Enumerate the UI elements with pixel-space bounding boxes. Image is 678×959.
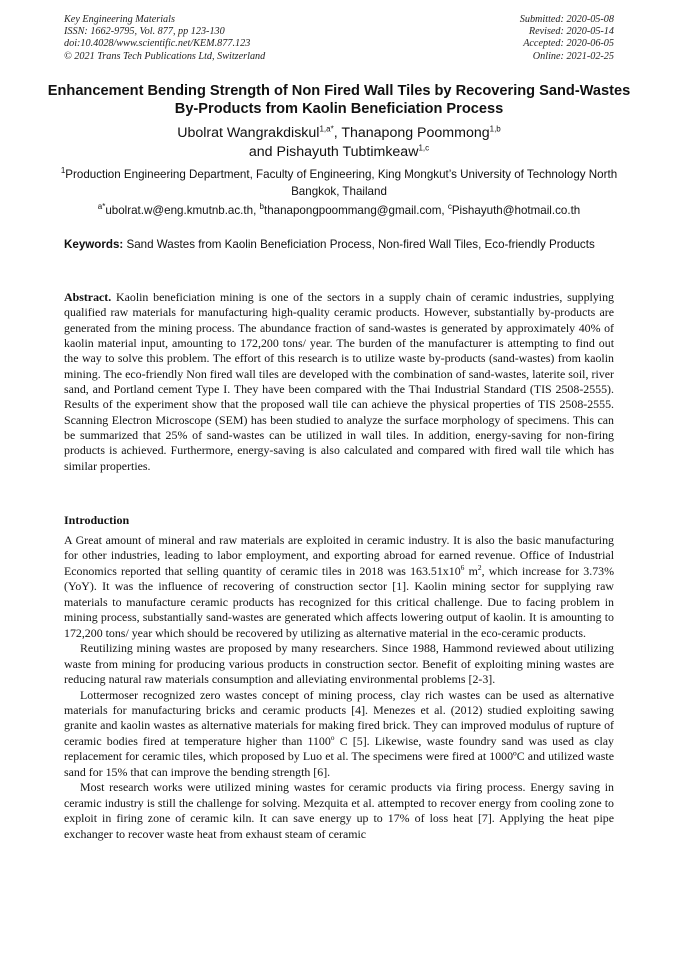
email-mark: a* xyxy=(97,202,106,212)
paragraph-text: C [5]. Likewise, waste foundry sand was used as clay replacement for ceramic tiles, which proposed by Luo et al. The specimens were fired at 1000ºC and utilized waste sand for 15% that can improve the bending strength [6]. xyxy=(64,733,614,779)
author-emails xyxy=(40,204,638,218)
section-heading-introduction: Introduction xyxy=(64,513,130,527)
abstract xyxy=(64,290,614,474)
author-name: Pishayuth Tubtimkeaw xyxy=(276,143,419,160)
abstract-label: Abstract. xyxy=(64,290,112,304)
keywords-text: Sand Wastes from Kaolin Beneficiation Process, Non-fired Wall Tiles, Eco-friendly Products xyxy=(123,238,595,251)
keywords xyxy=(64,238,614,253)
paper-title: Enhancement Bending Strength of Non Fired Wall Tiles by Recovering Sand-Wastes By-Products from Kaolin Beneficiation Process xyxy=(47,83,631,117)
copyright-line: © 2021 Trans Tech Publications Ltd, Switzerland xyxy=(64,50,266,62)
issn-line: ISSN: 1662-9795, Vol. 877, pp 123-130 xyxy=(64,26,225,38)
journal-name: Key Engineering Materials xyxy=(64,14,175,25)
email-mark: c xyxy=(447,202,452,212)
author-separator: , xyxy=(333,125,342,141)
author-list xyxy=(40,124,638,161)
journal-info xyxy=(64,14,265,63)
author-affiliation-mark: 1,b xyxy=(489,124,501,134)
author-name: Ubolrat Wangrakdiskul xyxy=(177,125,320,141)
paragraph-text: Lottermoser recognized zero wastes concept of mining process, clay rich wastes can be used as alternative materials for manufacturing bricks and ceramic products [4]. Menezes et al. (2012) studied exploiting sawing granite and kaolin wastes as alternative materials for making fired brick. They can improved modulus of rupture of ceramic bodies fired at temperature higher than 1100 xyxy=(64,687,614,748)
paragraph xyxy=(64,688,614,781)
paragraph-text: A Great amount of mineral and raw materials are exploited in ceramic industry. It is also the basic manufacturing for other industries, leading to labor employment, and exporting abroad for earned revenue. Office of Industrial Economics reported that selling quantity of ceramic tiles in 2018 was 163.51x10 xyxy=(64,533,614,578)
author-name: Thanapong Poommong xyxy=(341,125,490,141)
email-address[interactable]: Pishayuth@hotmail.co.th xyxy=(451,204,581,217)
paragraph: Most research works were utilized mining wastes for ceramic products via firing process. Energy saving in ceramic industry is still the challenge for solving. Mezquita et al. attempted to recover energy from cooling zone to exploit in firing zone of ceramic kiln. It can save energy up to 17% of loss heat [7]. Applying the heat pipe exchanger to recover waste heat from exhaust steam of ceramic xyxy=(64,780,614,841)
accepted-date: Accepted: 2020-06-05 xyxy=(523,38,614,50)
submission-dates xyxy=(520,14,614,63)
paragraph xyxy=(64,533,614,641)
affiliation-mark: 1 xyxy=(60,166,66,176)
abstract-text: Kaolin beneficiation mining is one of the sectors in a supply chain of ceramic industries, supplying qualified raw materials for manufacturing high-quality ceramic products. However, substantially by-products are generated from the mining process. The abundance fraction of sand-wastes is generated by approximately 40% of kaolin material input, amounting to 172,200 tons/ year. The burden of the manufacturer is attempting to find out the way to solve this problem. The effort of this research is to utilize waste by-products (sand-wastes) from kaolin mining. The eco-friendly Non fired wall tiles are developed with the combination of sand-wastes, laterite soil, river sand, and Portland cement Type I. They have been compared with the Thai Industrial Standard (TIS 2508-2555). Results of the experiment show that the proposed wall tile can achieve the physical properties of TIS 2508-2555. Scanning Electron Microscope (SEM) has been studied to analyze the surface morphology of specimens. This can be summarized that 25% of sand-wastes can be utilized in wall tiles. In addition, energy-saving for non-firing products is achieved. Furthermore, energy-saving is also calculated and compared with fired wall tile which has similar properties. xyxy=(64,290,614,473)
superscript: 2 xyxy=(477,562,482,572)
email-address[interactable]: thanapongpoommang@gmail.com, xyxy=(263,204,448,217)
email-mark: b xyxy=(259,202,264,212)
superscript: o xyxy=(330,732,335,742)
paragraph: Reutilizing mining wastes are proposed by many researchers. Since 1988, Hammond reviewed about utilizing waste from mining for producing various products in construction sector. Benefit of exploiting mining wastes are reducing natural raw materials consumption and alleviating environmental problems [2-3]. xyxy=(64,641,614,687)
affiliation-text: Production Engineering Department, Faculty of Engineering, King Mongkut’s University of Technology North Bangkok, Thailand xyxy=(65,168,618,198)
doi-line: doi:10.4028/www.scientific.net/KEM.877.123 xyxy=(64,38,251,50)
author-conjunction: and xyxy=(248,143,277,160)
author-affiliation-mark: 1,a* xyxy=(319,124,334,134)
email-address[interactable]: ubolrat.w@eng.kmutnb.ac.th, xyxy=(105,204,260,217)
introduction-body xyxy=(64,533,614,842)
keywords-label: Keywords: xyxy=(64,238,124,251)
paragraph-text: m xyxy=(464,563,478,578)
superscript: 6 xyxy=(460,562,465,572)
affiliation xyxy=(60,167,618,200)
submitted-date: Submitted: 2020-05-08 xyxy=(519,14,614,25)
online-date: Online: 2021-02-25 xyxy=(532,50,614,62)
author-affiliation-mark: 1,c xyxy=(418,142,430,152)
paragraph-text: , which increase for 3.73% (YoY). It was the influence of recovering of construction sector [1]. Kaolin mining sector for supplying raw materials to manufacture ceramic products has recognized for this critical challenge. Due to facing problem in mining process, substantially sand-wastes are generated which affects lowering output of kaolin. It is amounting to 172,200 tons/ year which should be recovered by utilizing as alternative material in the eco-ceramic products. xyxy=(64,563,614,640)
revised-date: Revised: 2020-05-14 xyxy=(528,26,614,38)
